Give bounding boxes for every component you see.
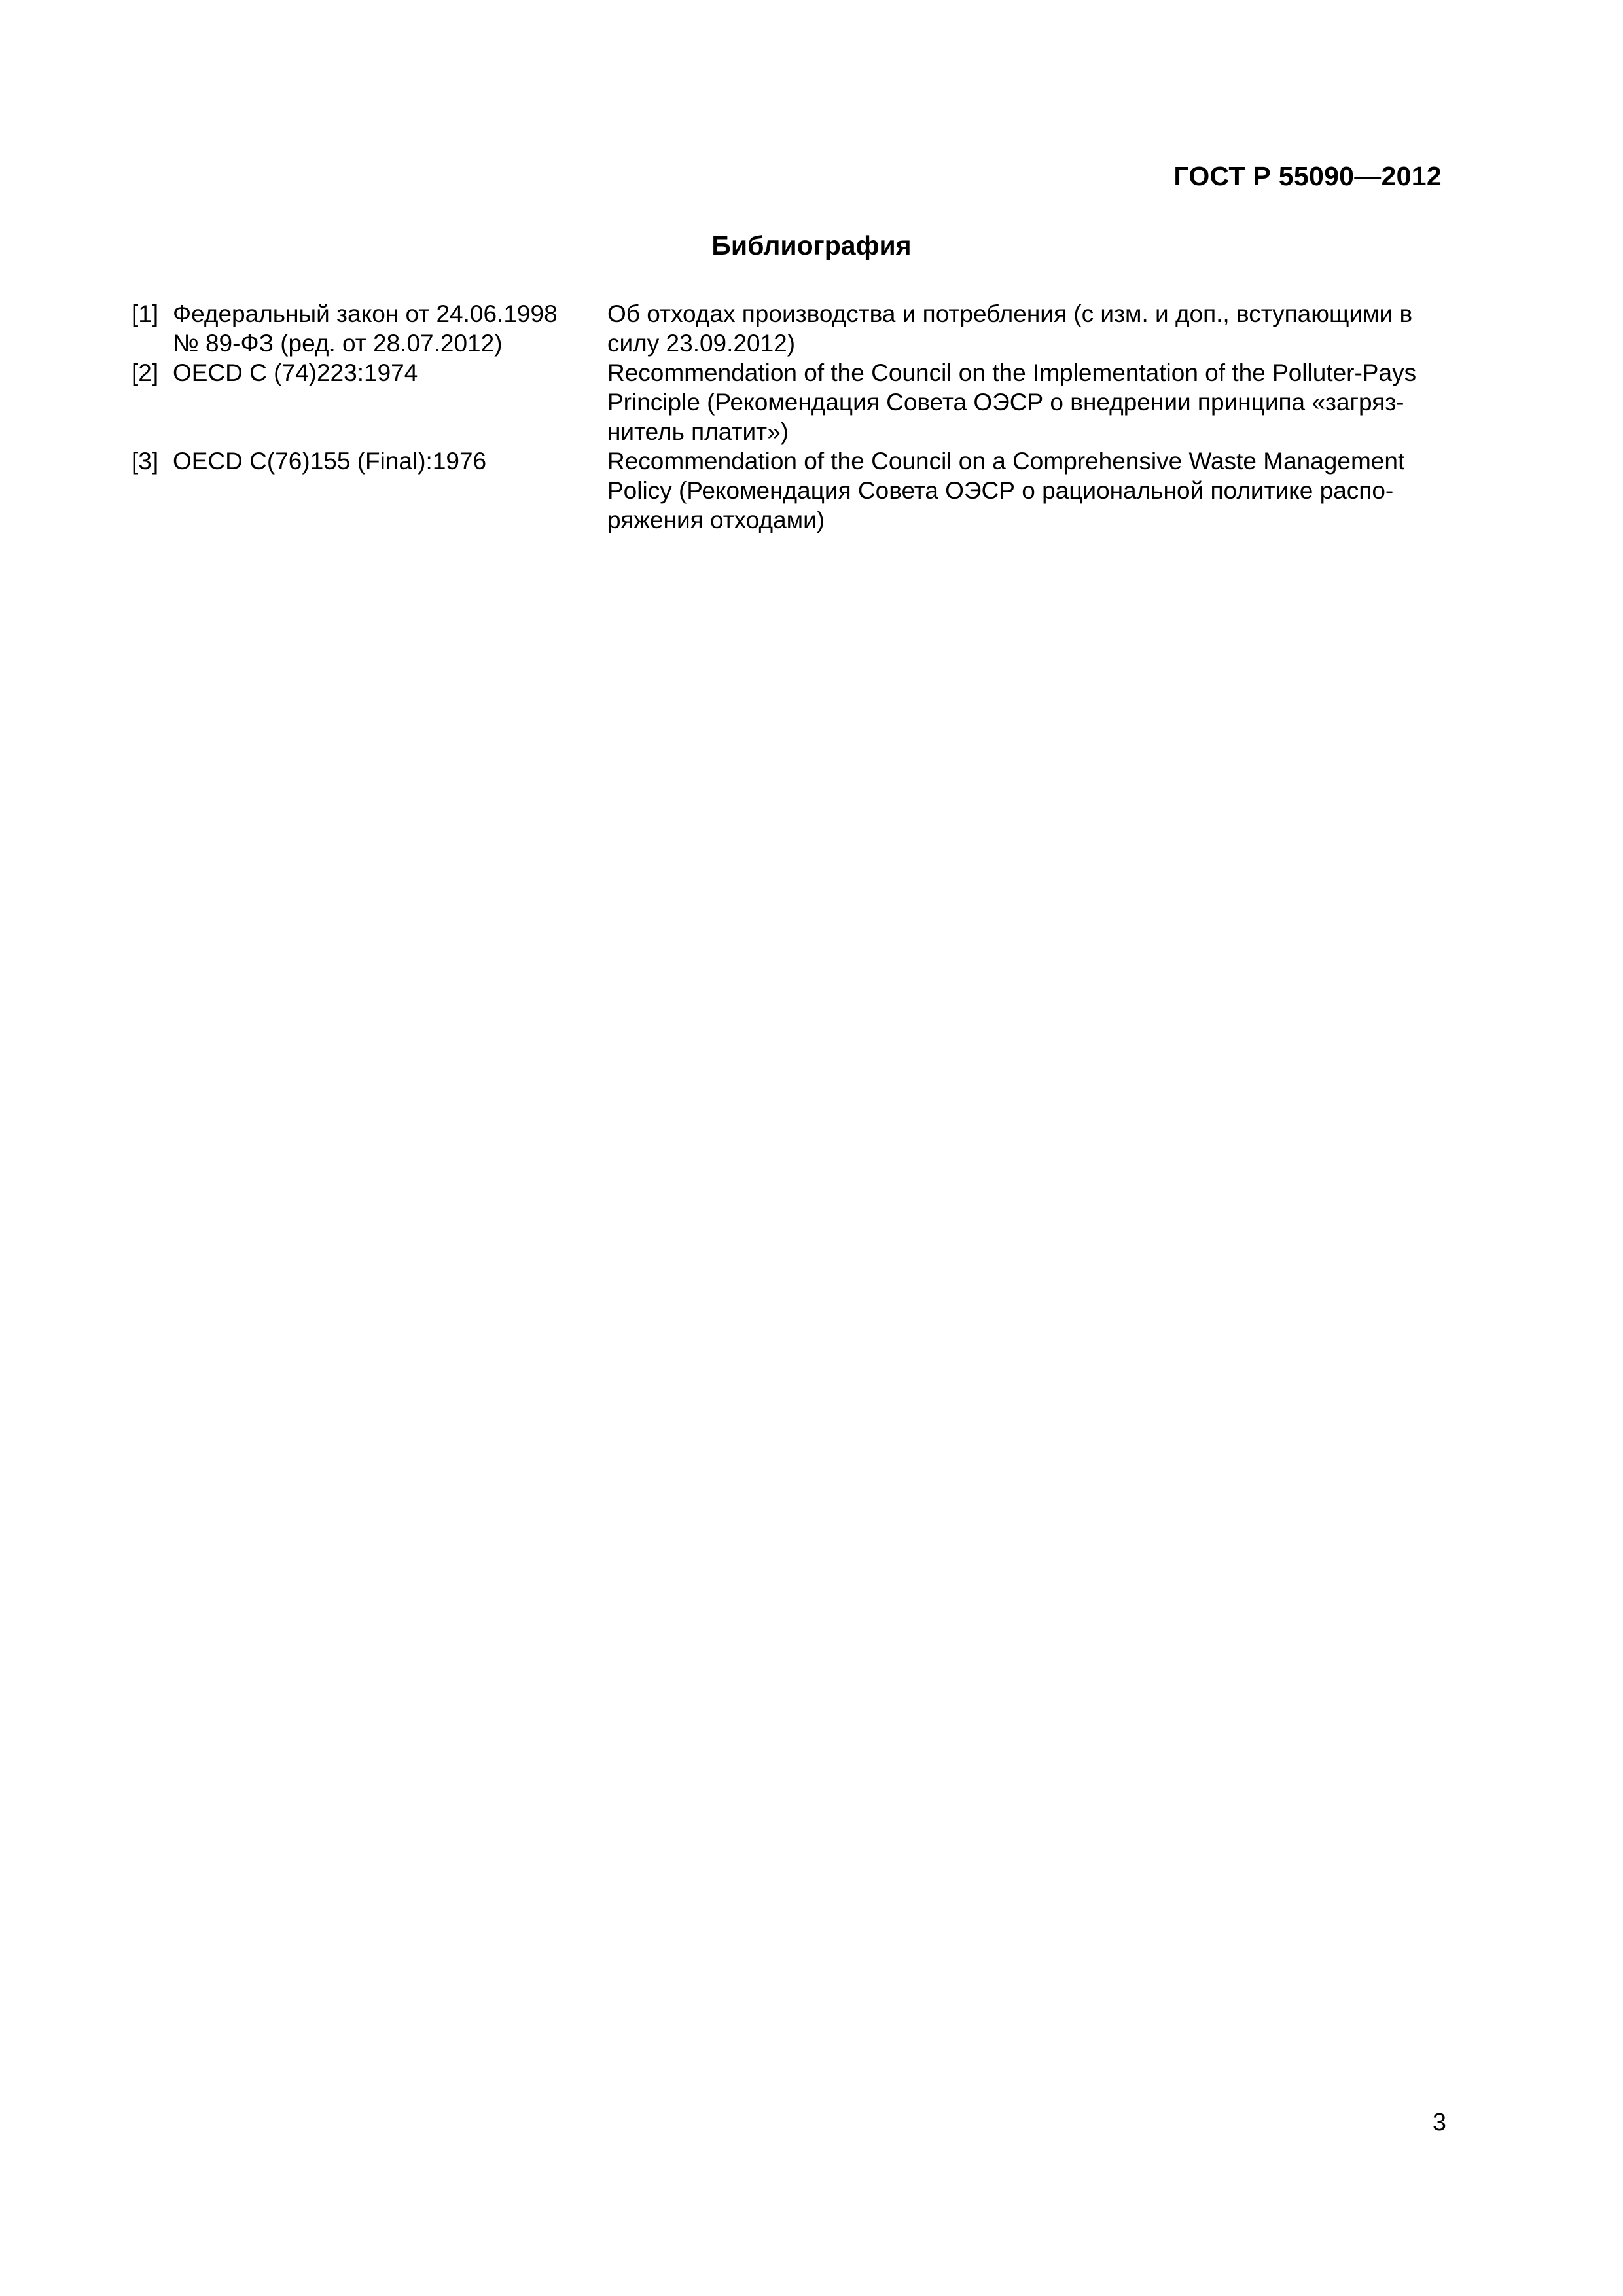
entry-code-line: OECD C (74)223:1974 (173, 359, 418, 386)
entry-document-code (173, 299, 607, 358)
entry-title-line: Policy (Рекомендация Совета ОЭСР о рациональной политике распо- (607, 477, 1394, 504)
bibliography-entry (132, 299, 1442, 358)
bibliography-entry (132, 446, 1442, 535)
entry-title-line: ряжения отходами) (607, 507, 825, 533)
entry-number: [1] (132, 300, 159, 327)
bibliography-list (132, 299, 1442, 535)
entry-code-line: OECD C(76)155 (Final):1976 (173, 448, 487, 475)
entry-title (607, 446, 1442, 535)
bibliography-entry (132, 358, 1442, 446)
entry-title (607, 358, 1442, 446)
page-number: 3 (1432, 2109, 1446, 2136)
entry-title-line: нитель платит») (607, 418, 789, 445)
entry-title (607, 299, 1442, 358)
entry-document-code (173, 446, 607, 535)
entry-document-code (173, 358, 607, 446)
entry-title-line: Recommendation of the Council on a Comprehensive Waste Management (607, 448, 1405, 475)
entry-title-line: Об отходах производства и потребления (с изм. и доп., вступающими в (607, 300, 1413, 327)
section-title: Библиография (711, 230, 912, 260)
entry-title-line: силу 23.09.2012) (607, 330, 796, 357)
entry-code-line: Федеральный закон от 24.06.1998 (173, 300, 558, 327)
entry-number: [3] (132, 448, 159, 475)
entry-title-line: Principle (Рекомендация Совета ОЭСР о внедрении принципа «загряз- (607, 389, 1404, 416)
entry-title-line: Recommendation of the Council on the Implementation of the Polluter-Pays (607, 359, 1417, 386)
entry-code-line: № 89-ФЗ (ред. от 28.07.2012) (173, 330, 503, 357)
document-code: ГОСТ Р 55090—2012 (1173, 161, 1442, 191)
entry-number: [2] (132, 359, 159, 386)
